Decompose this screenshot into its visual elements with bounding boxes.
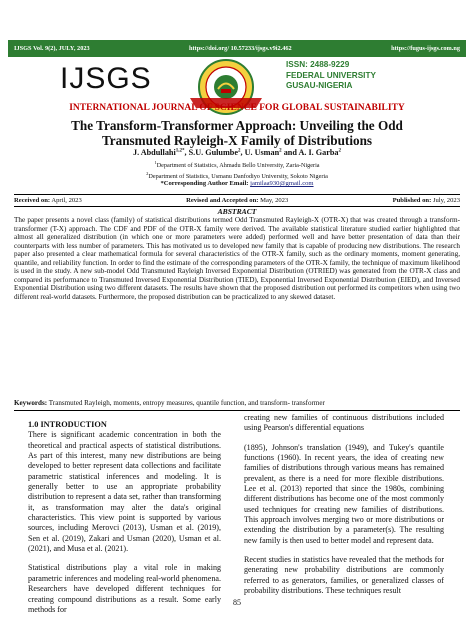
journal-logo-text: IJSGS [60, 62, 152, 95]
affiliation-1: $^1$Department of Statistics, Ahmadu Bello University, Zaria-Nigeria [154, 160, 320, 170]
issn-location: GUSAU-NIGERIA [286, 81, 353, 90]
header-volume: IJSGS Vol. 9(2), JULY, 2023 [14, 45, 90, 52]
right-paragraph-1: creating new families of continuous distributions included using Pearson's differential equations [244, 413, 444, 433]
abstract-text: The paper presents a novel class (family) of statistical distributions termed Odd Transmuted Rayleigh-X (OTR-X) that was created through a transform-transformer (T-X) approach. The CDF and PDF of the OTR-X family were derived. The available statistical literature studied earlier highlighted that almost all generalized distribution (in which one or more parameters were added) performed well and have better presentation of data than their counterparts with less number of parameters. This has motivated us to developed new family that is capable of producing new distributions. The research paper also presented a clear mathematical formula for several characteristics of the OTR-X family, such as the ordinary moments, moment generating, quantile, and reliability function. In order to find the estimate of the corresponding parameters of the OTR-X family, the technique of maximum likelihood is used in the study. A new sub-model Odd Transmuted Rayleigh Inversed Exponential Distribution (OTRIED) was generated from the OTR-X class and compared its performance to Transmuted Inversed Exponential Distribution (TIED), Exponential Inversed Exponential Distribution (EIED), and Inversed Exponential Distribution using two different datasets. The results have shown that the proposed distribution out performed its competitors when using two different real-world datasets. Furthermore, the proposed distribution can be practicalized to any skewed dataset. [14, 216, 460, 301]
right-column [244, 413, 444, 597]
issn-block [286, 60, 376, 92]
author-list: J. Abdullahi$^{1,2*}$, S.U. Gulumbe$^2$, U. Usman$^2$ and A. I. Garba$^2$ [132, 148, 342, 157]
right-paragraph-2: (1895), Johnson's translation (1949), and Tukey's quantile functions (1960). In recent years, the idea of creating new families of distributions through various means has remained prevalent, as there is a need for more flexible distributions. Lee et al. (2013) reported that since the 1980s, combining different distributions has become one of the most commonly used techniques for creating new families of distributions. This approach involves merging two or more distributions or extending the distribution by a parameter(s). The resulting new family is then used to better model and represent data. [244, 442, 444, 545]
revised-date: Revised and Accepted on: May, 2023 [186, 197, 289, 204]
section-heading-introduction: 1.0 INTRODUCTION [28, 420, 107, 429]
corresponding-email-link[interactable]: jamilaa930@gmail.com [250, 180, 314, 187]
publication-dates [14, 194, 460, 207]
paper-title [20, 118, 454, 148]
issn-number: ISSN: 2488-9229 [286, 60, 350, 69]
keywords-label: Keywords: [14, 399, 48, 407]
journal-header-bar [8, 40, 466, 57]
header-website-link[interactable]: https://fugus-ijsgs.com.ng [391, 45, 460, 52]
intro-paragraph-1: There is significant academic concentration in both the theoretical and practical aspects of statistical distributions. As part of this interest, many new distributions are being developed to better represent data collections and facilitate parametric statistical inferences and modeling. It is generally better to use an appropriate probability distribution to represent a data set, rather than transforming it, as transformation may alter the data's original characteristics. This view point is supported by various sources, including Merovci (2013), Usman et al. (2019), Sen et al. (2019), Zakari and Usman (2020), Usman et al. (2021), and Musa et al. (2021). [28, 430, 221, 554]
paper-title-line: The Transform-Transformer Approach: Unveiling the Odd [71, 118, 403, 133]
left-column [28, 420, 221, 615]
affiliation-2: $^2$Department of Statistics, Usmanu Danfodiyo University, Sokoto Nigeria [146, 171, 328, 181]
keywords [14, 399, 460, 411]
corresponding-author: *Corresponding Author Email: jamilaa930@gmail.com [160, 180, 314, 187]
paper-title-line: Transmuted Rayleigh-X Family of Distributions [101, 133, 373, 148]
page-number: 85 [233, 598, 241, 607]
received-date: Received on: April, 2023 [14, 197, 82, 204]
affiliations [0, 159, 474, 181]
intro-paragraph-2: Statistical distributions play a vital role in making parametric inferences and modeling real-world phenomena. Researchers have developed different techniques for creating compound distributions as a result. Some early methods for [28, 563, 221, 614]
journal-name: INTERNATIONAL JOURNAL OF SCIENCE FOR GLOBAL SUSTAINABILITY [69, 103, 405, 113]
keywords-text: Transmuted Rayleigh, moments, entropy measures, quantile function, and transform- transformer [48, 399, 325, 407]
abstract-heading: ABSTRACT [217, 207, 257, 216]
issn-university: FEDERAL UNIVERSITY [286, 70, 376, 80]
header-doi-link[interactable]: https://doi.org/ 10.57233/ijsgs.v9i2.462 [189, 45, 292, 52]
corresponding-label: *Corresponding Author Email [160, 180, 247, 187]
right-paragraph-3: Recent studies in statistics have revealed that the methods for generating new probability distributions are commonly referred to as generators, families, or generalized classes of probability distributions. These techniques result [244, 555, 444, 596]
published-date: Published on: July, 2023 [392, 197, 460, 204]
